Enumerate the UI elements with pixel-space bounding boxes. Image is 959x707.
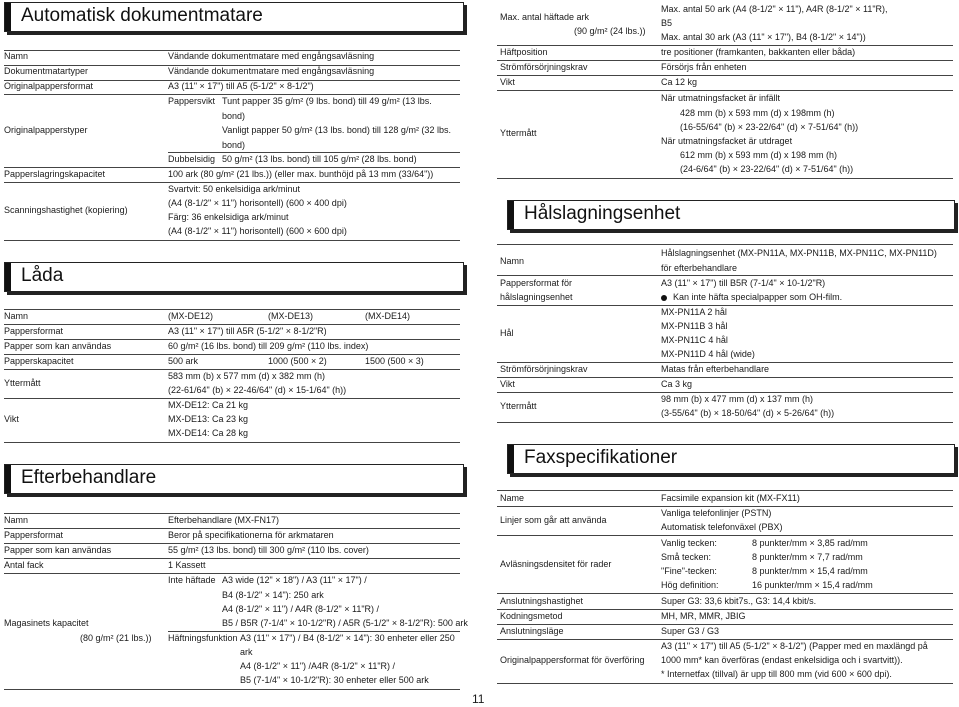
density-val-1: 8 punkter/mm × 3,85 rad/mm xyxy=(752,538,868,548)
rule xyxy=(497,45,953,46)
label-coding: Kodningsmetod xyxy=(500,611,563,621)
value-hole-2: MX-PN11B 3 hål xyxy=(661,321,728,331)
rule xyxy=(497,392,953,393)
value-dim-3: (16-55/64" (b) × 23-22/64" (d) × 7-51/64" (h)) xyxy=(680,122,859,132)
label-punch-power: Strömförsörjningskrav xyxy=(500,364,588,374)
rule xyxy=(4,324,460,325)
value-lada-cap-3: 1500 (500 × 3) xyxy=(365,356,424,366)
label-hole: Hål xyxy=(500,328,514,338)
rule xyxy=(497,683,953,684)
value-fin-format: Beror på specifikationerna för arkmataren xyxy=(168,530,334,540)
value-lada-cap-2: 1000 (500 × 2) xyxy=(268,356,327,366)
rule xyxy=(497,490,953,491)
label-speed: Anslutningshastighet xyxy=(500,596,584,606)
rule xyxy=(497,535,953,536)
rule xyxy=(497,593,953,594)
label-lada-weight: Vikt xyxy=(4,414,19,424)
value-fin-paper: 55 g/m² (13 lbs. bond) till 300 g/m² (110 lbs. cover) xyxy=(168,545,369,555)
value-hole-1: MX-PN11A 2 hål xyxy=(661,307,727,317)
value-orig-1: A3 (11" × 17") till A5 (5-1/2" × 8-1/2") (Papper med en maxlängd på xyxy=(661,641,928,651)
rule xyxy=(497,362,953,363)
value-lada-dim-1: 583 mm (b) x 577 mm (d) x 382 mm (h) xyxy=(168,371,326,381)
rule xyxy=(4,369,460,370)
density-key-1: Vanlig tecken: xyxy=(661,538,717,548)
rule xyxy=(497,506,953,507)
value-dim-4: När utmatningsfacket är utdraget xyxy=(661,136,793,146)
label-lada-cap: Papperskapacitet xyxy=(4,356,74,366)
value-orig-2: 1000 mm* kan överföras (endast enkelsidiga och i svartvitt)). xyxy=(661,655,903,665)
rule xyxy=(4,513,460,514)
value-lada-name-2: (MX-DE13) xyxy=(268,311,314,321)
value-lada-weight-3: MX-DE14: Ca 28 kg xyxy=(168,428,249,438)
value-line-1: Vanliga telefonlinjer (PSTN) xyxy=(661,508,772,518)
label-doctype: Dokumentmatartyper xyxy=(4,66,89,76)
value-dim-5: 612 mm (b) x 593 mm (d) x 198 mm (h) xyxy=(680,150,838,160)
rule xyxy=(4,354,460,355)
rule xyxy=(4,182,460,183)
label-punch-weight: Vikt xyxy=(500,379,515,389)
value-scan-1: Svartvit: 50 enkelsidiga ark/minut xyxy=(168,184,301,194)
rule xyxy=(4,309,460,310)
label-fin-tray: Antal fack xyxy=(4,560,44,570)
value-ns-4: B5 / B5R (7-1/4" × 10-1/2"R) / A5R (5-1/2" × 8-1/2"R): 500 ark xyxy=(222,618,468,628)
value-punch-format-2: Kan inte häfta specialpapper som OH-film. xyxy=(673,292,843,302)
value-lada-name-1: (MX-DE12) xyxy=(168,311,214,321)
value-scan-3: Färg: 36 enkelsidiga ark/minut xyxy=(168,212,289,222)
value-pappersvikt-1: Tunt papper 35 g/m² (9 lbs. bond) till 49 g/m² (13 lbs. xyxy=(222,96,432,106)
label-fin-paper: Papper som kan användas xyxy=(4,545,112,555)
label-lada-paper: Papper som kan användas xyxy=(4,341,112,351)
value-st-1: A3 (11" × 17") / B4 (8-1/2" × 14"): 30 enheter eller 250 xyxy=(240,633,455,643)
value-lada-paper: 60 g/m² (16 lbs. bond) till 209 g/m² (110 lbs. index) xyxy=(168,341,369,351)
label-density: Avläsningsdensitet för rader xyxy=(500,559,612,569)
rule xyxy=(497,178,953,179)
label-lada-format: Pappersformat xyxy=(4,326,64,336)
rule xyxy=(497,244,953,245)
rule xyxy=(497,377,953,378)
rule xyxy=(4,339,460,340)
label-lada-dim: Yttermått xyxy=(4,378,41,388)
density-key-2: Små tecken: xyxy=(661,552,712,562)
value-punch-format-1: A3 (11" × 17") till B5R (7-1/4" × 10-1/2"R) xyxy=(661,278,826,288)
label-fin-name: Namn xyxy=(4,515,29,525)
value-doctype: Vändande dokumentmatare med engångsavläsning xyxy=(168,66,375,76)
value-pappersvikt-2: bond) xyxy=(222,111,246,121)
value-line-2: Automatisk telefonväxel (PBX) xyxy=(661,522,783,532)
label-fax-name: Name xyxy=(500,493,525,503)
value-hole-4: MX-PN11D 4 hål (wide) xyxy=(661,349,755,359)
rule xyxy=(497,60,953,61)
label-origsize: Originalpappersformat xyxy=(4,81,94,91)
value-punch-power: Matas från efterbehandlare xyxy=(661,364,770,374)
value-coding: MH, MR, MMR, JBIG xyxy=(661,611,746,621)
label-fin-cap-sub: (80 g/m² (21 lbs.)) xyxy=(80,633,152,643)
rule xyxy=(4,240,460,241)
rule xyxy=(4,167,460,168)
density-val-2: 8 punkter/mm × 7,7 rad/mm xyxy=(752,552,863,562)
rule xyxy=(497,609,953,610)
value-lada-weight-1: MX-DE12: Ca 21 kg xyxy=(168,400,249,410)
label-capacity: Papperslagringskapacitet xyxy=(4,169,106,179)
rule xyxy=(4,442,460,443)
density-val-3: 8 punkter/mm × 15,4 rad/mm xyxy=(752,566,868,576)
value-capacity: 100 ark (80 g/m² (21 lbs.)) (eller max. bunthöjd på 13 mm (33/64")) xyxy=(168,169,434,179)
value-dubbelsidig: 50 g/m² (13 lbs. bond) till 105 g/m² (28 lbs. bond) xyxy=(222,154,417,164)
value-fax-name: Facsimile expansion kit (MX-FX11) xyxy=(661,493,800,503)
finisher-title: Efterbehandlare xyxy=(4,464,464,494)
value-origsize: A3 (11" × 17") till A5 (5-1/2" × 8-1/2") xyxy=(168,81,314,91)
label-maxstapled: Max. antal häftade ark xyxy=(500,12,590,22)
value-ns-1: A3 wide (12" × 18") / A3 (11" × 17") / xyxy=(222,575,367,585)
value-scan-4: (A4 (8-1/2" × 11") horisontell) (600 × 600 dpi) xyxy=(168,226,347,236)
punch-note xyxy=(661,292,842,303)
value-orig-3: * Internetfax (tillval) är upp till 800 mm (vid 600 × 600 dpi). xyxy=(661,669,892,679)
rule xyxy=(4,543,460,544)
label-power: Strömförsörjningskrav xyxy=(500,62,588,72)
page-number: 11 xyxy=(472,692,485,706)
label-orig: Originalpappersformat för överföring xyxy=(500,655,645,665)
value-lada-weight-2: MX-DE13: Ca 23 kg xyxy=(168,414,249,424)
value-max-1: Max. antal 50 ark (A4 (8-1/2" × 11"), A4R (8-1/2" × 11"R), xyxy=(661,4,888,14)
value-max-3: Max. antal 30 ark (A3 (11" × 17"), B4 (8-1/2" × 14")) xyxy=(661,32,866,42)
label-dim: Yttermått xyxy=(500,128,537,138)
label-fin-cap: Magasinets kapacitet xyxy=(4,618,89,628)
rule xyxy=(497,422,953,423)
value-dim-1: När utmatningsfacket är infällt xyxy=(661,93,781,103)
value-lada-dim-2: (22-61/64" (b) × 22-46/64" (d) × 15-1/64" (h)) xyxy=(168,385,347,395)
rule xyxy=(4,573,460,574)
value-fin-name: Efterbehandlare (MX-FN17) xyxy=(168,515,280,525)
value-pappersvikt-4: bond) xyxy=(222,140,246,150)
label-staple: Häftningsfunktion xyxy=(168,633,238,643)
value-name: Vändande dokumentmatare med engångsavläsning xyxy=(168,51,375,61)
value-punch-weight: Ca 3 kg xyxy=(661,379,693,389)
punch-title: Hålslagningsenhet xyxy=(507,200,955,230)
density-key-4: Hög definition: xyxy=(661,580,719,590)
rule xyxy=(497,90,953,91)
rule xyxy=(497,624,953,625)
value-speed: Super G3: 33,6 kbit7s., G3: 14,4 kbit/s. xyxy=(661,596,817,606)
fax-title: Faxspecifikationer xyxy=(507,444,955,474)
value-lada-name-3: (MX-DE14) xyxy=(365,311,411,321)
value-punch-dim-1: 98 mm (b) x 477 mm (d) x 137 mm (h) xyxy=(661,394,814,404)
label-punch-format-2: hålslagningsenhet xyxy=(500,292,573,302)
label-lada-name: Namn xyxy=(4,311,29,321)
label-maxstapled-sub: (90 g/m² (24 lbs.)) xyxy=(574,26,646,36)
value-pappersvikt-3: Vanligt papper 50 g/m² (13 lbs. bond) till 128 g/m² (32 lbs. xyxy=(222,125,451,135)
value-dim-6: (24-6/64" (b) × 23-22/64" (d) × 7-51/64" (h)) xyxy=(680,164,854,174)
value-punch-name-1: Hålslagningsenhet (MX-PN11A, MX-PN11B, MX-PN11C, MX-PN11D) xyxy=(661,248,937,258)
value-ns-2: B4 (8-1/2" × 14"): 250 ark xyxy=(222,590,324,600)
value-st-3: A4 (8-1/2" × 11") /A4R (8-1/2" × 11"R) / xyxy=(240,661,396,671)
rule xyxy=(168,631,460,632)
lada-title: Låda xyxy=(4,262,464,292)
label-name: Namn xyxy=(4,51,29,61)
rule xyxy=(4,398,460,399)
rule xyxy=(4,528,460,529)
label-scanspeed: Scanningshastighet (kopiering) xyxy=(4,205,128,215)
value-scan-2: (A4 (8-1/2" × 11") horisontell) (600 × 400 dpi) xyxy=(168,198,347,208)
label-mode: Anslutningsläge xyxy=(500,626,564,636)
value-max-2: B5 xyxy=(661,18,673,28)
bullet-icon xyxy=(661,295,667,301)
label-punch-name: Namn xyxy=(500,256,525,266)
density-val-4: 16 punkter/mm × 15,4 rad/mm xyxy=(752,580,873,590)
label-fin-format: Pappersformat xyxy=(4,530,64,540)
rule xyxy=(4,94,460,95)
label-pappersvikt: Pappersvikt xyxy=(168,96,216,106)
label-no-staple: Inte häftade xyxy=(168,575,216,585)
rule xyxy=(4,689,460,690)
rule xyxy=(497,639,953,640)
rule xyxy=(497,275,953,276)
rule xyxy=(497,305,953,306)
label-punch-dim: Yttermått xyxy=(500,401,537,411)
label-punch-format: Pappersformat för xyxy=(500,278,573,288)
value-st-4: B5 (7-1/4" × 10-1/2"R): 30 enheter eller 500 ark xyxy=(240,675,429,685)
value-power: Försörjs från enheten xyxy=(661,62,747,72)
rule xyxy=(168,152,460,153)
label-weight: Vikt xyxy=(500,77,515,87)
auto-feeder-title: Automatisk dokumentmatare xyxy=(4,2,464,32)
label-line: Linjer som går att använda xyxy=(500,515,607,525)
value-dim-2: 428 mm (b) x 593 mm (d) x 198mm (h) xyxy=(680,108,835,118)
value-punch-name-2: för efterbehandlare xyxy=(661,263,738,273)
rule xyxy=(4,558,460,559)
value-lada-cap-1: 500 ark xyxy=(168,356,199,366)
label-pos: Häftposition xyxy=(500,47,548,57)
value-punch-dim-2: (3-55/64" (b) × 18-50/64" (d) × 5-26/64" (h)) xyxy=(661,408,835,418)
value-pos: tre positioner (framkanten, bakkanten eller båda) xyxy=(661,47,856,57)
value-mode: Super G3 / G3 xyxy=(661,626,720,636)
value-lada-format: A3 (11" × 17") till A5R (5-1/2" × 8-1/2"R) xyxy=(168,326,327,336)
value-weight: Ca 12 kg xyxy=(661,77,698,87)
value-hole-3: MX-PN11C 4 hål xyxy=(661,335,728,345)
value-fin-tray: 1 Kassett xyxy=(168,560,206,570)
density-key-3: "Fine"-tecken: xyxy=(661,566,717,576)
value-st-2: ark xyxy=(240,647,253,657)
label-dubbelsidig: Dubbelsidig xyxy=(168,154,216,164)
value-ns-3: A4 (8-1/2" × 11") / A4R (8-1/2" × 11"R) / xyxy=(222,604,380,614)
label-origtype: Originalpapperstyper xyxy=(4,125,88,135)
rule xyxy=(497,75,953,76)
